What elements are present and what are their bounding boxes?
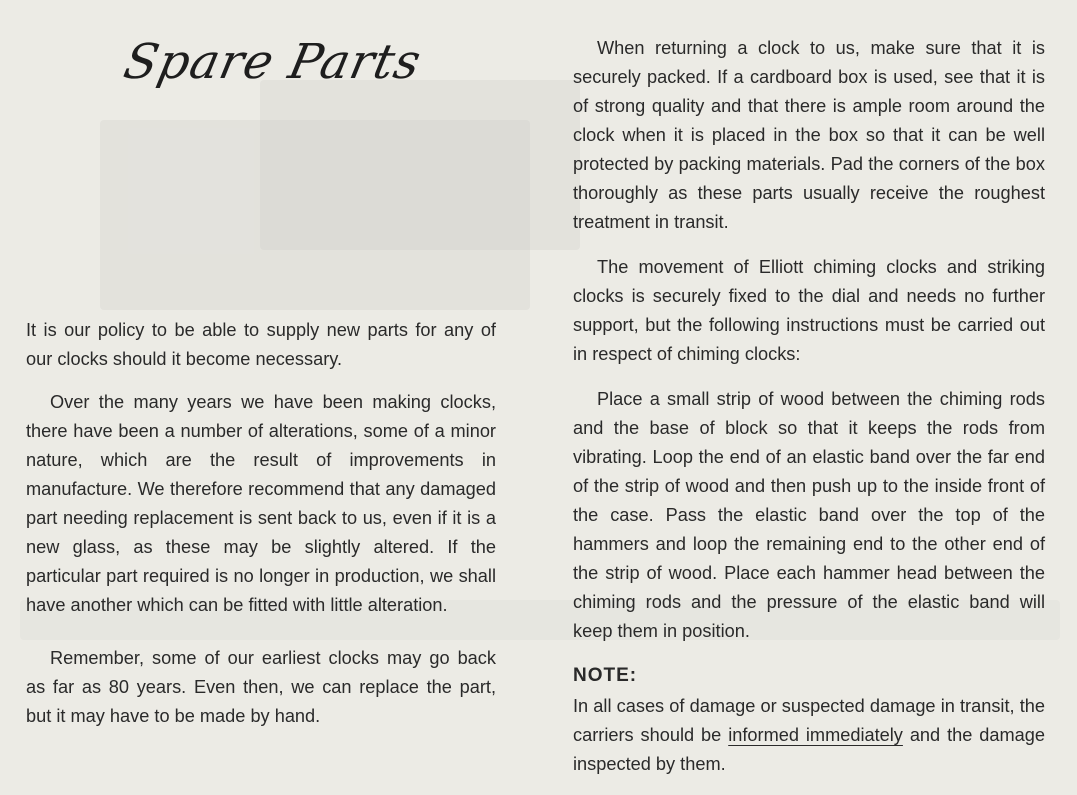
note-underlined-text: informed immediately <box>728 725 903 745</box>
note-text-start: In all cases of damage or suspected damage in transit, the carriers should be <box>573 696 1045 745</box>
right-column <box>573 34 1045 795</box>
page-title: Spare Parts <box>119 34 427 90</box>
show-through-block <box>260 80 580 250</box>
left-column <box>26 316 496 745</box>
paragraph-instructions: Place a small strip of wood between the chiming rods and the base of block so that it keeps the rods from vibrating. Loop the end of an elastic band over the far end of the strip of wood and then push up to the inside front of the case. Pass the elastic band over the top of the hammers and loop the remaining end to the other end of the strip of wood. Place each hammer head between the chiming rods and the pressure of the elastic band will keep them in position. <box>573 389 1045 641</box>
paragraph-movement: The movement of Elliott chiming clocks and striking clocks is securely fixed to the dial and needs no further support, but the following instructions must be carried out in respect of chiming clocks: <box>573 257 1045 364</box>
paragraph-note <box>573 692 1045 779</box>
note-heading: NOTE: <box>573 665 638 686</box>
paragraph-returning: When returning a clock to us, make sure that it is securely packed. If a cardboard box is used, see that it is of strong quality and that there is ample room around the clock when it is placed in the box so that it can be well protected by packing materials. Pad the corners of the box thoroughly as these parts usually receive the roughest treatment in transit. <box>573 38 1045 232</box>
paragraph-remember: Remember, some of our earliest clocks may go back as far as 80 years. Even then, we can replace the part, but it may have to be made by hand. <box>26 648 496 726</box>
note-text-end: and the damage inspected by them. <box>573 725 1045 774</box>
paragraph-policy: It is our policy to be able to supply new parts for any of our clocks should it become necessary. <box>26 320 496 369</box>
paragraph-alterations: Over the many years we have been making clocks, there have been a number of alterations, some of a minor nature, which are the result of improvements in manufacture. We therefore recommend that any damaged part needing replacement is sent back to us, even if it is a new glass, as these may be slightly altered. If the particular part required is no longer in production, we shall have another which can be fitted with little alteration. <box>26 392 496 615</box>
